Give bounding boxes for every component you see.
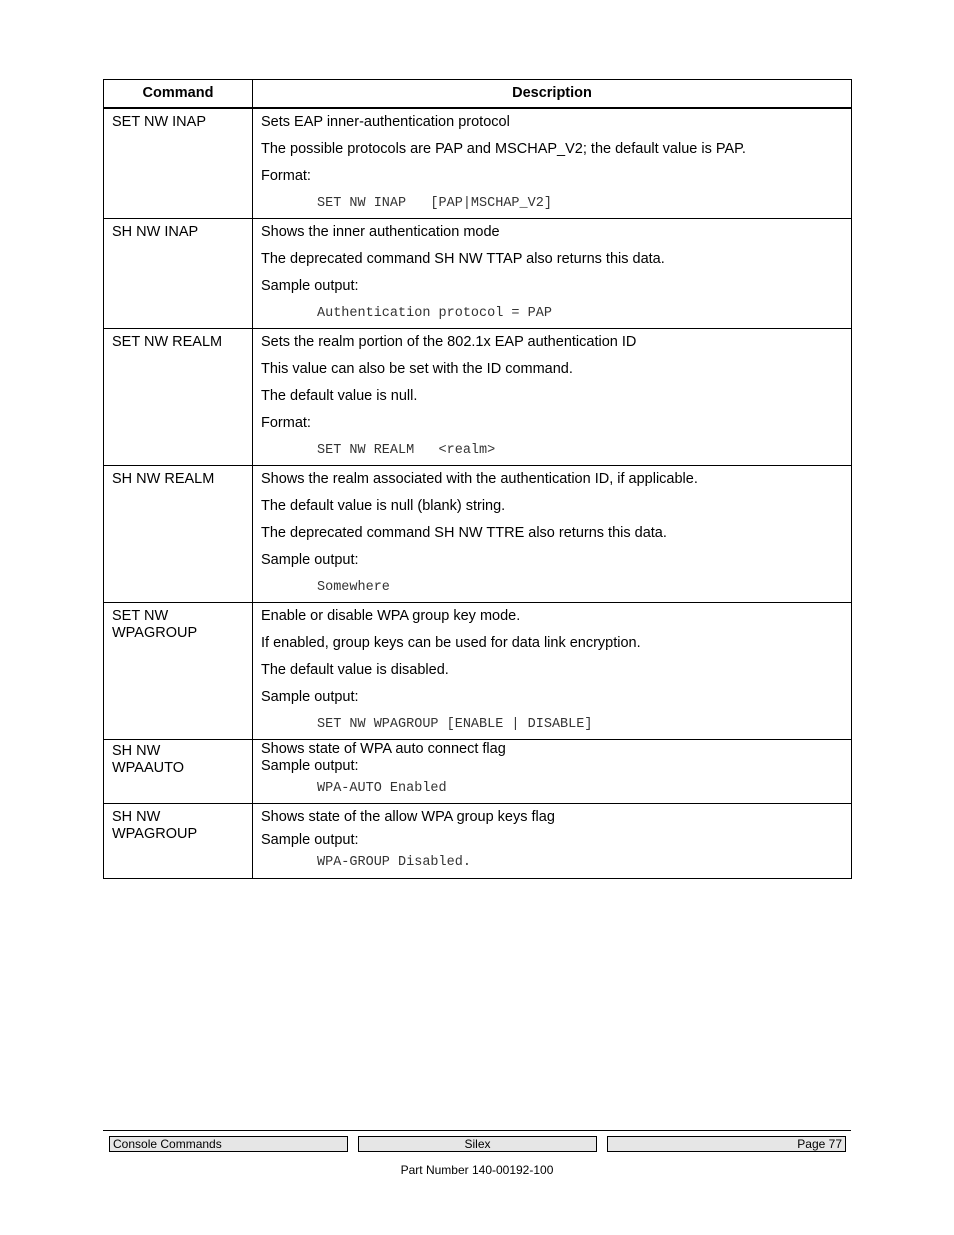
description-line: Sample output: <box>261 689 359 705</box>
table-row <box>104 108 852 219</box>
table-row <box>104 219 852 329</box>
description-cell <box>253 329 852 466</box>
description-line: This value can also be set with the ID command. <box>261 361 573 377</box>
description-line: Sample output: <box>261 758 359 774</box>
command-name: SET NW WPAGROUP <box>112 608 198 641</box>
footer-company: Silex <box>358 1136 597 1152</box>
description-cell <box>253 466 852 603</box>
code-sample: WPA-GROUP Disabled. <box>317 855 471 870</box>
table-header-row <box>104 80 852 109</box>
command-cell <box>104 466 253 603</box>
description-line: Sample output: <box>261 278 359 294</box>
command-cell <box>104 329 253 466</box>
description-line: Shows state of the allow WPA group keys flag <box>261 809 555 825</box>
command-cell <box>104 804 253 879</box>
footer-divider <box>103 1130 851 1131</box>
header-description: Description <box>253 80 852 109</box>
part-number: Part Number 140-00192-100 <box>400 1163 554 1177</box>
header-command: Command <box>104 80 253 109</box>
description-cell <box>253 740 852 804</box>
description-line: The default value is null. <box>261 388 418 404</box>
description-line: Shows the inner authentication mode <box>261 224 500 240</box>
command-name: SET NW INAP <box>112 114 206 130</box>
description-line: The possible protocols are PAP and MSCHAP_V2; the default value is PAP. <box>261 141 746 157</box>
code-sample: Authentication protocol = PAP <box>317 306 552 321</box>
description-cell <box>253 219 852 329</box>
table-row <box>104 466 852 603</box>
command-name: SH NW WPAAUTO <box>112 743 184 776</box>
description-cell <box>253 108 852 219</box>
description-line: The default value is disabled. <box>261 662 449 678</box>
description-line: Shows state of WPA auto connect flag <box>261 741 506 757</box>
description-line: The deprecated command SH NW TTAP also returns this data. <box>261 251 665 267</box>
command-name: SH NW WPAGROUP <box>112 809 198 842</box>
description-line: Sample output: <box>261 832 359 848</box>
command-cell <box>104 219 253 329</box>
description-line: If enabled, group keys can be used for data link encryption. <box>261 635 641 651</box>
command-table <box>103 79 852 879</box>
code-sample: WPA-AUTO Enabled <box>317 781 447 796</box>
command-cell <box>104 108 253 219</box>
description-line: The deprecated command SH NW TTRE also returns this data. <box>261 525 667 541</box>
table-row <box>104 740 852 804</box>
command-name: SET NW REALM <box>112 334 223 350</box>
description-line: Sample output: <box>261 552 359 568</box>
command-name: SH NW REALM <box>112 471 215 487</box>
description-line: Sets the realm portion of the 802.1x EAP authentication ID <box>261 334 637 350</box>
description-line: Format: <box>261 168 311 184</box>
table-row <box>104 603 852 740</box>
command-cell <box>104 603 253 740</box>
description-line: Sets EAP inner-authentication protocol <box>261 114 510 130</box>
description-line: The default value is null (blank) string. <box>261 498 506 514</box>
description-cell <box>253 603 852 740</box>
code-sample: SET NW REALM <realm> <box>317 443 496 458</box>
description-line: Enable or disable WPA group key mode. <box>261 608 521 624</box>
description-cell <box>253 804 852 879</box>
table-row <box>104 804 852 879</box>
command-cell <box>104 740 253 804</box>
command-name: SH NW INAP <box>112 224 199 240</box>
footer-section-title: Console Commands <box>109 1136 348 1152</box>
code-sample: Somewhere <box>317 580 390 595</box>
table-row <box>104 329 852 466</box>
description-line: Shows the realm associated with the authentication ID, if applicable. <box>261 471 698 487</box>
description-line: Format: <box>261 415 311 431</box>
footer-page-number: Page 77 <box>607 1136 846 1152</box>
code-sample: SET NW INAP [PAP|MSCHAP_V2] <box>317 196 552 211</box>
code-sample: SET NW WPAGROUP [ENABLE | DISABLE] <box>317 717 593 732</box>
